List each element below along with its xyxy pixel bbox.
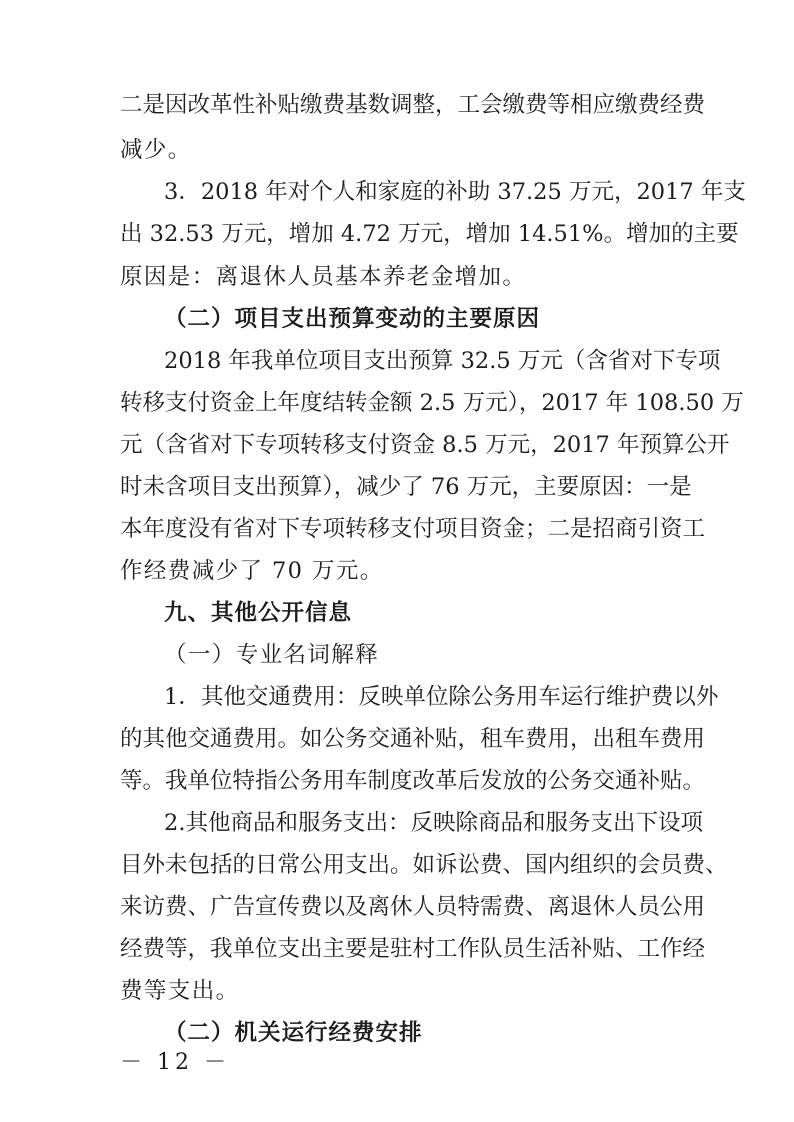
paragraph-line: 3．2018 年对个人和家庭的补助 37.25 万元，2017 年支 xyxy=(164,179,746,205)
paragraph-line: 1．其他交通费用：反映单位除公务用车运行维护费以外 xyxy=(164,684,719,710)
paragraph-line: 等。我单位特指公务用车制度改革后发放的公务交通补贴。 xyxy=(120,768,706,794)
section-heading: （二）项目支出预算变动的主要原因 xyxy=(164,306,541,332)
paragraph-line: 经费等，我单位支出主要是驻村工作队员生活补贴、工作经 xyxy=(120,936,706,962)
section-heading: （一）专业名词解释 xyxy=(164,642,380,668)
paragraph-line: 目外未包括的日常公用支出。如诉讼费、国内组织的会员费、 xyxy=(120,852,728,878)
paragraph-line: 作经费减少了 70 万元。 xyxy=(120,558,384,584)
paragraph-line: 来访费、广告宣传费以及离休人员特需费、离退休人员公用 xyxy=(120,894,706,920)
paragraph-line: 费等支出。 xyxy=(120,978,240,1004)
paragraph-line: 二是因改革性补贴缴费基数调整，工会缴费等相应缴费经费 xyxy=(120,92,706,118)
paragraph-line: 减少。 xyxy=(120,137,192,163)
page-number: － 12 － xyxy=(120,1050,230,1075)
paragraph-line: 2.其他商品和服务支出：反映除商品和服务支出下设项 xyxy=(164,810,703,836)
paragraph-line: 出 32.53 万元，增加 4.72 万元，增加 14.51%。增加的主要 xyxy=(120,221,739,247)
paragraph-line: 原因是：离退休人员基本养老金增加。 xyxy=(120,264,527,290)
paragraph-line: 时未含项目支出预算），减少了 76 万元，主要原因：一是 xyxy=(120,474,692,500)
section-heading: （二）机关运行经费安排 xyxy=(164,1020,423,1046)
paragraph-line: 转移支付资金上年度结转金额 2.5 万元），2017 年 108.50 万 xyxy=(120,390,744,416)
paragraph-line: 元（含省对下专项转移支付资金 8.5 万元，2017 年预算公开 xyxy=(120,432,730,458)
paragraph-line: 的其他交通费用。如公务交通补贴，租车费用，出租车费用 xyxy=(120,726,706,752)
paragraph-line: 本年度没有省对下专项转移支付项目资金；二是招商引资工 xyxy=(120,516,706,542)
paragraph-line: 2018 年我单位项目支出预算 32.5 万元（含省对下专项 xyxy=(164,348,721,374)
chapter-heading: 九、其他公开信息 xyxy=(164,600,353,626)
